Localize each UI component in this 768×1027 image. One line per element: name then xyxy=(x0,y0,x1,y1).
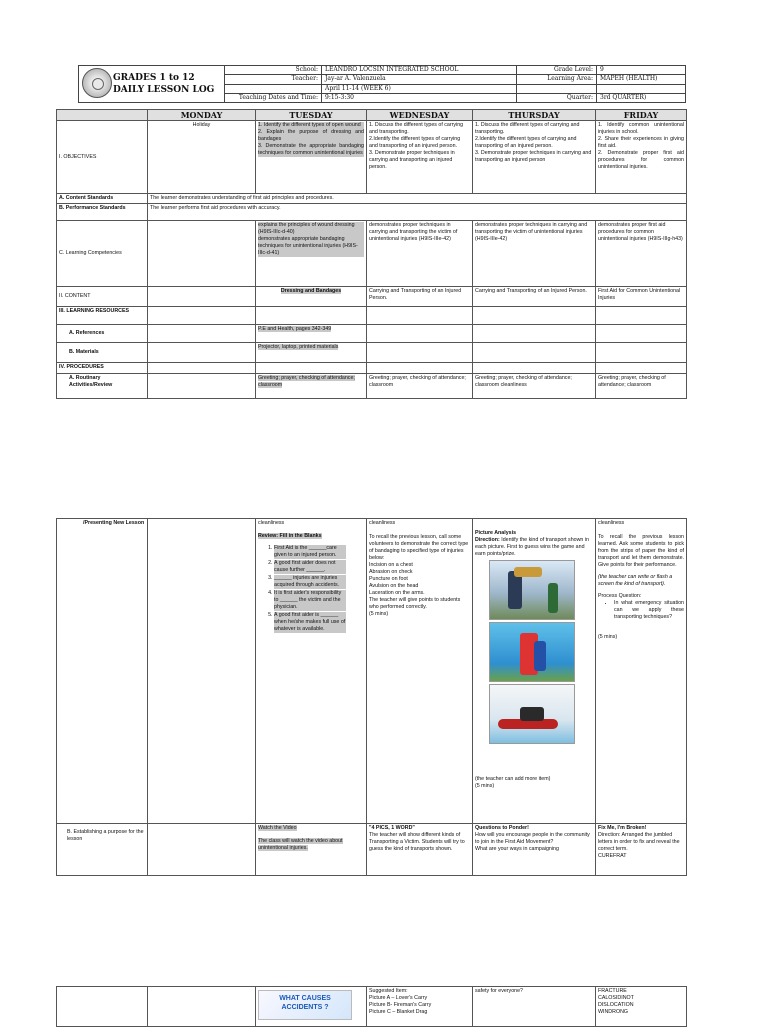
school-label: School: xyxy=(225,66,322,74)
header-info-grid xyxy=(224,66,686,103)
routinary-wednesday: Greeting; prayer, checking of attendance; classroom xyxy=(367,374,473,399)
suggested-item: Suggested Item: xyxy=(369,988,408,994)
jumbled-word: DISLOCATION xyxy=(598,1002,634,1008)
school-value: LEANDRO LOCSIN INTEGRATED SCHOOL xyxy=(322,66,517,74)
routinary-label: A. Routinary Activities/Review xyxy=(57,374,148,399)
materials-row xyxy=(57,343,687,363)
purpose-label: B. Establishing a purpose for the lesson xyxy=(57,824,148,876)
purpose-friday-title: Fix Me, I'm Broken! xyxy=(598,825,647,831)
dates-value: April 11-14 (WEEK 6) xyxy=(322,85,517,93)
purpose-thursday-text: How will you encourage people in the community to join in the First Aid Movement? What are your ways in campaigning xyxy=(475,832,590,852)
presenting-row xyxy=(57,519,687,824)
direction-text: Identify the kind of transport shown in each picture. First to guess wins the game and earn points/prize. xyxy=(475,537,589,557)
references-label: A. References xyxy=(57,325,148,343)
objectives-label: I. OBJECTIVES xyxy=(57,121,148,194)
purpose-row xyxy=(57,824,687,876)
transport-picture-c xyxy=(489,684,575,744)
teacher-value: Jay-ar A. Valenzuela xyxy=(322,75,517,83)
presenting-wednesday: cleanliness To recall the previous lesson, call some volunteers to demonstrate the correct type of bandaging to specified type of injuries below: Incision on a chest Abrasion on check Puncture on foot Avulsion on the head Laceration on the arms. The teacher will give points to students who performed correctly. (5 mins) xyxy=(367,519,473,824)
objectives-monday: Holiday xyxy=(148,121,256,194)
day-wednesday: WEDNESDAY xyxy=(367,110,473,121)
purpose-tuesday-title: Watch the Video xyxy=(258,825,297,831)
procedures-label: IV. PROCEDURES xyxy=(57,363,148,374)
time-value: 9:15-3:30 xyxy=(322,94,517,103)
presenting-tuesday-cleanliness: cleanliness xyxy=(258,520,285,526)
presenting-friday-mins: (5 mins) xyxy=(598,634,618,640)
process-question: • In what emergency situation can we apply these transporting techniques? xyxy=(614,600,684,621)
learning-area-label: Learning Area: xyxy=(517,75,597,83)
days-header-row xyxy=(57,110,687,121)
materials-label: B. Materials xyxy=(57,343,148,363)
purpose-wednesday-title: "4 PICS, 1 WORD" xyxy=(369,825,415,831)
performance-standards-label: B. Performance Standards xyxy=(57,204,148,221)
content-thursday: Carrying and Transporting of an Injured Person. xyxy=(473,287,596,307)
presenting-friday-note: (the teacher can write or flash a screen the kind of transport). xyxy=(598,574,673,587)
procedures-row xyxy=(57,363,687,374)
process-question-label: Process Question: xyxy=(598,593,642,599)
objectives-thursday: 1. Discuss the different types of carrying and transporting. 2.Identify the different types of carrying and transporting of an injured person. 3. Demonstrate proper techniques in carrying and transporting an injured person xyxy=(473,121,596,194)
routinary-friday: Greeting; prayer, checking of attendance; classroom xyxy=(596,374,687,399)
direction-label: Direction: xyxy=(475,537,500,543)
review-title: Review: Fill in the Blanks xyxy=(258,533,322,539)
review-item: 2. A good first aider does not cause further ______. xyxy=(274,560,346,574)
purpose-tuesday-text: The class will watch the video about unintentional injuries. xyxy=(258,838,343,851)
competencies-row xyxy=(57,221,687,287)
page3-thursday: safety for everyone? xyxy=(473,987,596,1027)
content-row xyxy=(57,287,687,307)
objectives-row xyxy=(57,121,687,194)
page3-row xyxy=(57,987,687,1027)
materials-tuesday: Projector, laptop, printed materials xyxy=(258,344,339,350)
header-title: GRADES 1 to 12 DAILY LESSON LOG xyxy=(113,73,215,95)
deped-seal-icon xyxy=(82,68,112,98)
routinary-thursday: Greeting; prayer, checking of attendance; classroom cleanliness xyxy=(473,374,596,399)
objectives-tuesday: 1. Identify the different types of open wound 2. Explain the purpose of dressing and bandages 3. Demonstrate the appropriate bandaging techniques for common unintentional injuries xyxy=(258,122,364,156)
jumbled-word: WINDRONG xyxy=(598,1009,629,1015)
review-item: 4. It is first aider's responsibility to ______ the victim and the physician. xyxy=(274,590,346,611)
lesson-table-page2 xyxy=(56,518,687,876)
presenting-label: /Presenting New Lesson xyxy=(57,519,148,824)
quarter-label: Quarter: xyxy=(517,94,597,103)
competencies-tuesday: explains the principles of wound dressing (H9IS-IIIc-d-40) demonstrates appropriate bandaging techniques for unintentional injuries (H9IS-IIIc-d-41) xyxy=(258,222,364,257)
purpose-friday-text: Direction: Arranged the jumbled letters in order to fix and reveal the correct term. CUREFRAT xyxy=(598,832,680,859)
review-item: 1. First Aid is the ______care given to an injured person. xyxy=(274,545,346,559)
picture-analysis-footer: (the teacher can add more item) (5 mins) xyxy=(475,776,551,789)
grade-value: 9 xyxy=(600,66,604,73)
content-standards-row xyxy=(57,194,687,204)
purpose-thursday-title: Questions to Ponder! xyxy=(475,825,529,831)
lesson-table-page1 xyxy=(56,109,687,399)
transport-picture-a xyxy=(489,560,575,620)
resources-label: III. LEARNING RESOURCES xyxy=(57,307,148,325)
jumbled-word: CALOSIDINOT xyxy=(598,995,634,1001)
content-label: II. CONTENT xyxy=(57,287,148,307)
quarter-value: 3rd QUARTER) xyxy=(600,93,647,101)
suggested-item: Picture A – Lover's Carry xyxy=(369,995,428,1001)
purpose-wednesday-text: The teacher will show different kinds of Transporting a Victim. Students will try to guess the kind of transports shown. xyxy=(369,832,465,852)
content-friday: First Aid for Common Unintentional Injuries xyxy=(596,287,687,307)
content-wednesday: Carrying and Transporting of an Injured Person. xyxy=(367,287,473,307)
performance-standards-row xyxy=(57,204,687,221)
presenting-friday: cleanliness To recall the previous lesson learned. Ask some students to pick from the strips of paper the kind of transport and let them demonstrate. Give points for their performance. xyxy=(598,520,684,568)
review-item: 3. ______ injuries are injuries acquired through accidents. xyxy=(274,575,346,589)
lesson-log-header xyxy=(78,65,686,103)
day-friday: FRIDAY xyxy=(596,110,687,121)
objectives-friday: 1. Identify common unintentional injuries in school. 2. Share their experiences in giving first aid. 2. Demonstrate proper first aid procedures for common unintentional injuries. xyxy=(596,121,687,194)
content-tuesday: Dressing and Bandages xyxy=(280,288,342,294)
references-tuesday: P.E and Health, pages 342-349 xyxy=(258,326,332,332)
what-causes-accidents-graphic: WHAT CAUSES ACCIDENTS ? xyxy=(258,990,352,1020)
review-item: 5. A good first aider is ______ when he/she makes full use of whatever is available. xyxy=(274,612,346,633)
performance-standards-text: The learner performs first aid procedures with accuracy. xyxy=(148,204,687,221)
lesson-table-page3 xyxy=(56,986,687,1027)
content-standards-text: The learner demonstrates understanding of first aid principles and procedures. xyxy=(148,194,687,204)
jumbled-word: FRACTURE xyxy=(598,988,627,994)
routinary-tuesday: Greeting; prayer, checking of attendance; classroom xyxy=(258,375,355,388)
day-thursday: THURSDAY xyxy=(473,110,596,121)
competencies-friday: demonstrates proper first aid procedures for common unintentional injuries (H9IS-IIIg-h43) xyxy=(596,221,687,287)
content-standards-label: A. Content Standards xyxy=(57,194,148,204)
objectives-wednesday: 1. Discuss the different types of carrying and transporting. 2.Identify the different types of carrying and transporting of an injured person. 3. Demonstrate proper techniques in carrying and transporting an injured person. xyxy=(367,121,473,194)
competencies-wednesday: demonstrates proper techniques in carrying and transporting the victim of unintentional injuries (H9IS-IIIe-42) xyxy=(367,221,473,287)
routinary-row xyxy=(57,374,687,399)
day-tuesday: TUESDAY xyxy=(256,110,367,121)
suggested-item: Picture C – Blanket Drag xyxy=(369,1009,428,1015)
competencies-label: C. Learning Competencies xyxy=(57,221,148,287)
teacher-label: Teacher: xyxy=(225,75,322,83)
review-list xyxy=(274,545,346,633)
competencies-thursday: demonstrates proper techniques in carrying and transporting the victim of unintentional injuries (H9IS-IIIe-42) xyxy=(473,221,596,287)
dates-label: Teaching Dates and Time: xyxy=(225,94,322,103)
grade-label: Grade Level: xyxy=(517,66,597,74)
transport-picture-b xyxy=(489,622,575,682)
references-row xyxy=(57,325,687,343)
resources-row xyxy=(57,307,687,325)
day-monday: MONDAY xyxy=(148,110,256,121)
suggested-item: Picture B- Fireman's Carry xyxy=(369,1002,432,1008)
learning-area-value: MAPEH (HEALTH) xyxy=(600,75,658,83)
picture-analysis-title: Picture Analysis xyxy=(475,530,517,536)
